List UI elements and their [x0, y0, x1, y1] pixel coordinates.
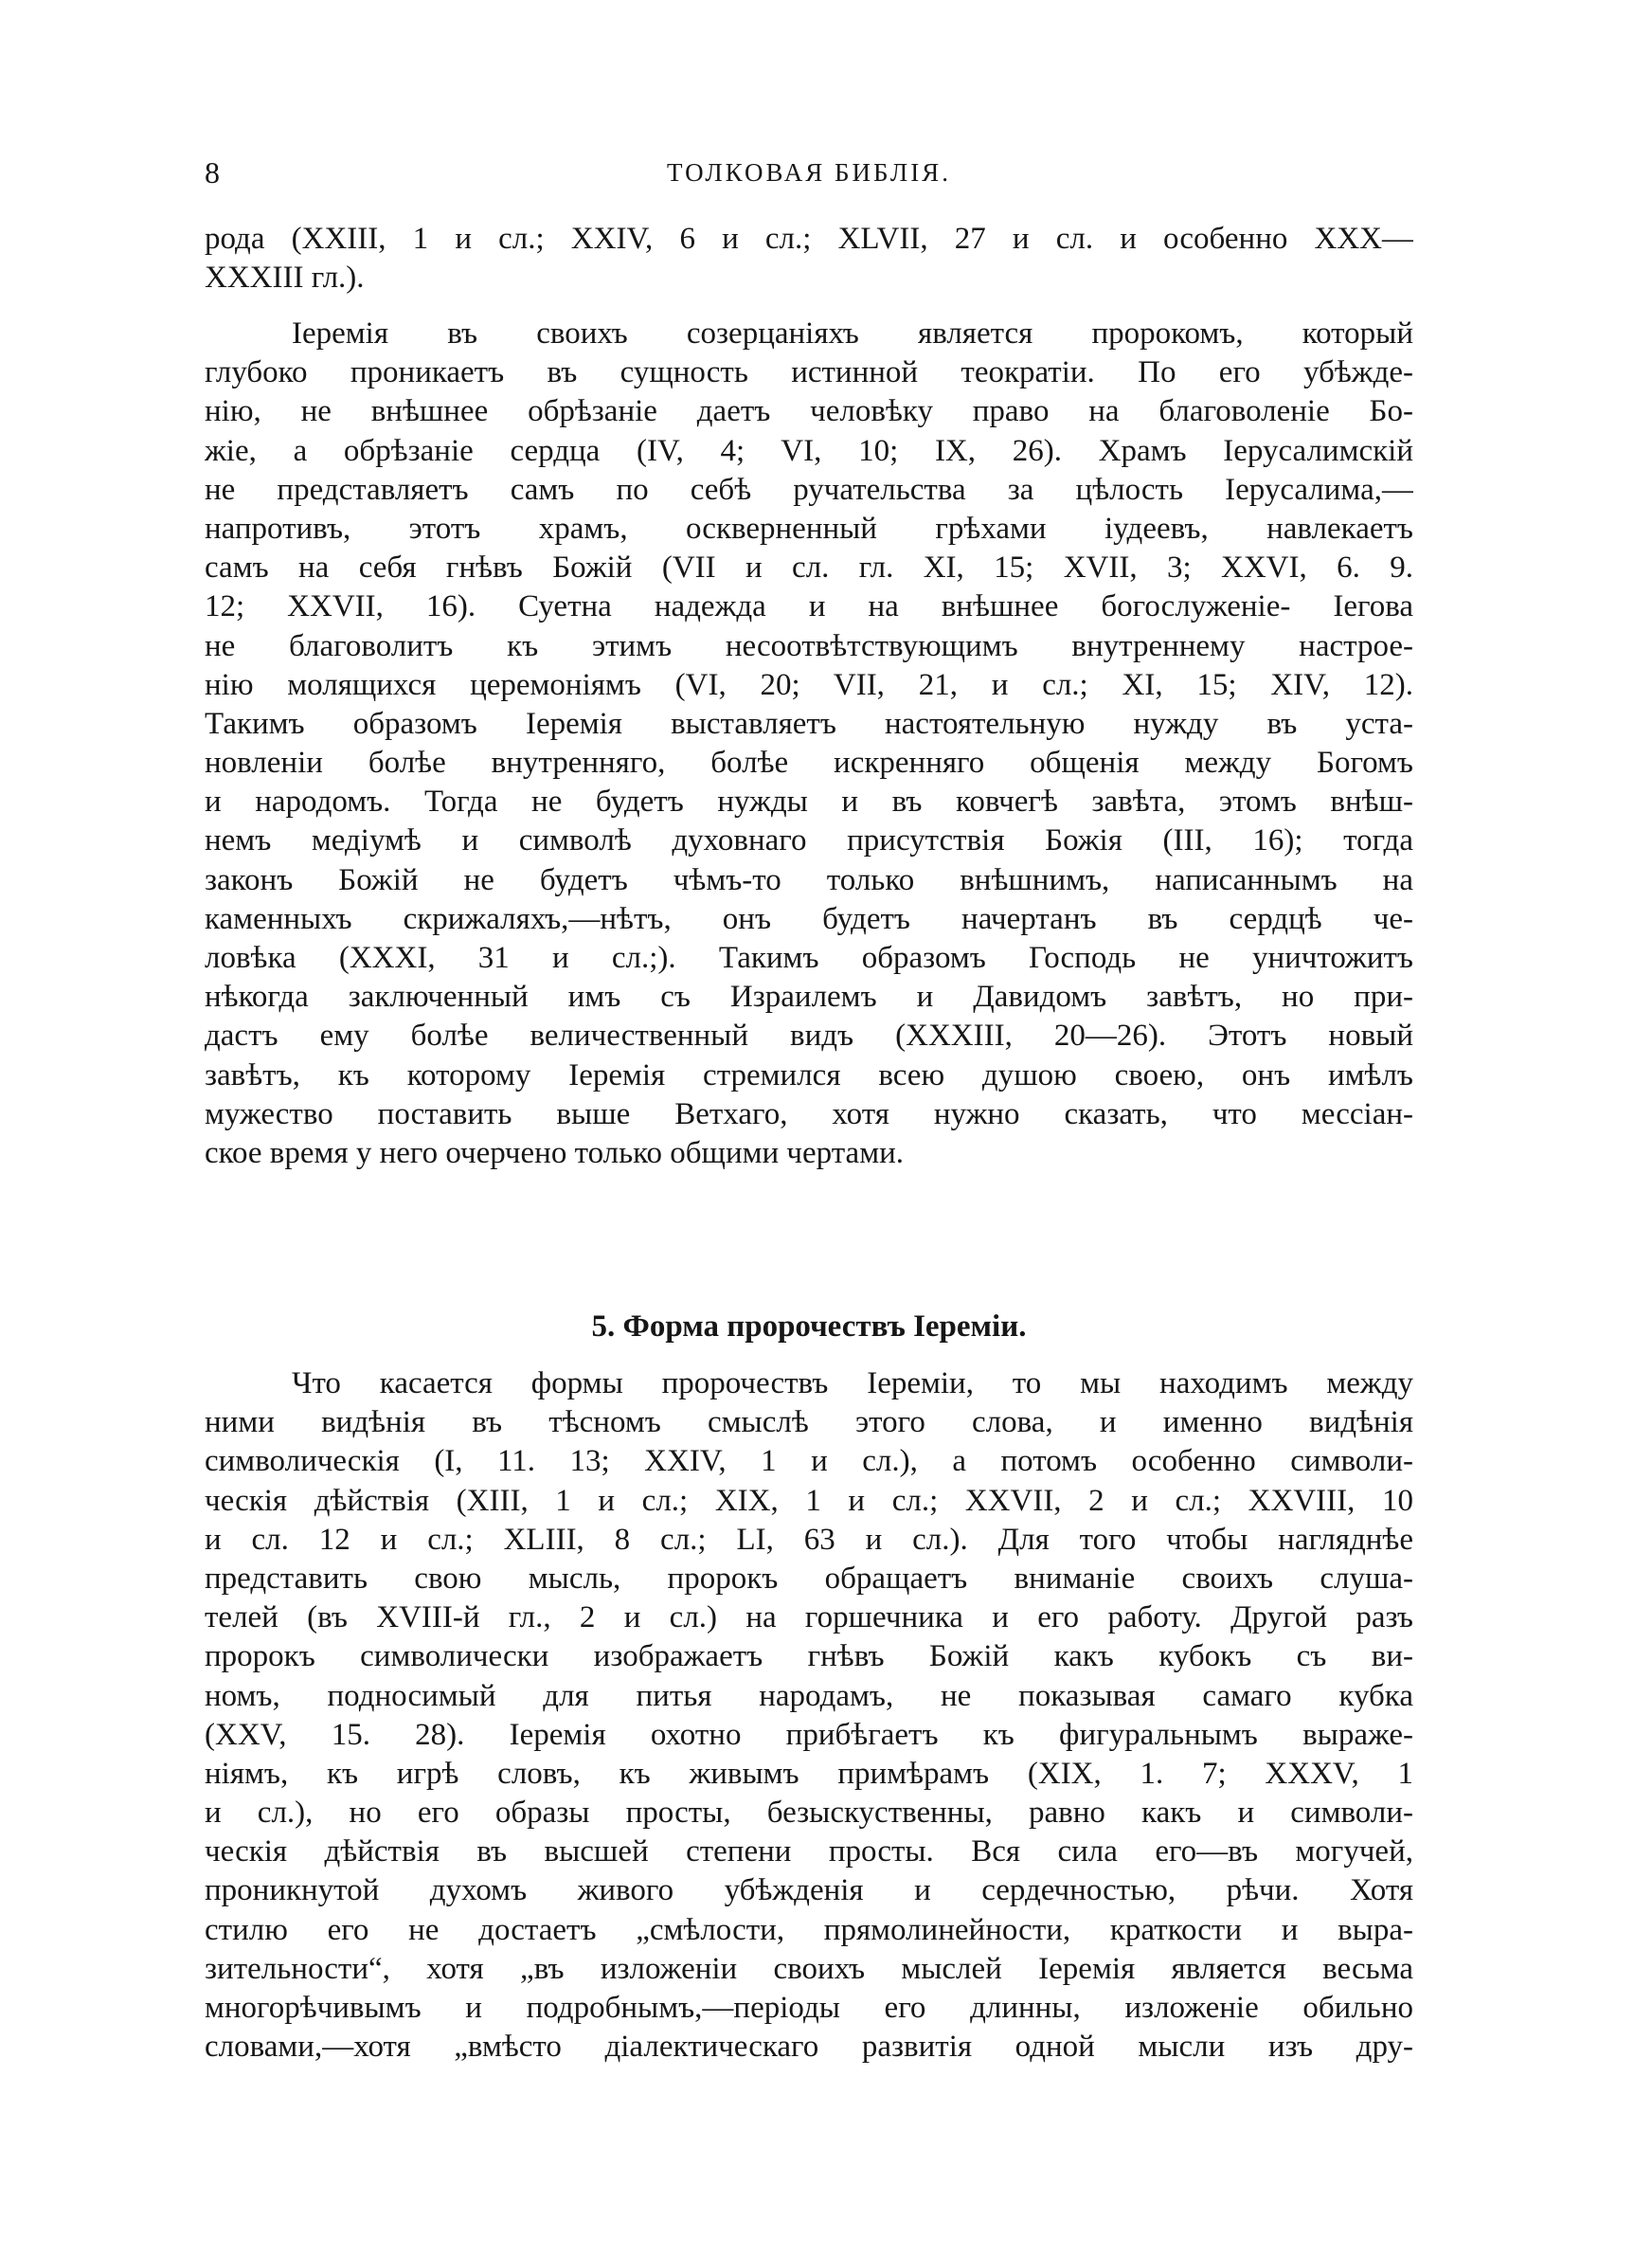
text-line: ними видѣнія въ тѣсномъ смыслѣ этого слова, и именно видѣнія: [205, 1405, 1413, 1440]
text-line: рода (XXIII, 1 и сл.; XXIV, 6 и сл.; XLVII, 27 и сл. и особенно XXX—: [205, 222, 1413, 256]
paragraph-new-covenant: [205, 315, 1413, 1173]
text-line: представить свою мысль, пророкъ обращаетъ вниманіе своихъ слуша-: [205, 1561, 1413, 1596]
text-line: завѣтъ, къ которому Іеремія стремился всею душою своею, онъ имѣлъ: [205, 1057, 1413, 1092]
text-line: самъ на себя гнѣвъ Божій (VII и сл. гл. XI, 15; XVII, 3; XXVI, 6. 9.: [205, 551, 1413, 586]
text-line: ніямъ, къ игрѣ словъ, къ живымъ примѣрамъ (XIX, 1. 7; XXXV, 1: [205, 1756, 1413, 1791]
text-line: ческія дѣйствія въ высшей степени просты. Вся сила его—въ могучей,: [205, 1834, 1413, 1869]
page-header: [205, 153, 1413, 191]
text-line: жіе, а обрѣзаніе сердца (IV, 4; VI, 10; IX, 26). Храмъ Іерусалимскій: [205, 433, 1413, 468]
text-line: (XXV, 15. 28). Іеремія охотно прибѣгаетъ къ фигуральнымъ выраже-: [205, 1717, 1413, 1752]
text-line: номъ, подносимый для питья народамъ, не показывая самаго кубка: [205, 1678, 1413, 1713]
text-line: нію, не внѣшнее обрѣзаніе даетъ человѣку право на благоволеніе Бо-: [205, 394, 1413, 429]
running-title: ТОЛКОВАЯ БИБЛІЯ.: [667, 158, 951, 187]
text-line: ское время у него очерчено только общими чертами.: [205, 1135, 904, 1170]
text-line: каменныхъ скрижаляхъ,—нѣтъ, онъ будетъ начертанъ въ сердцѣ че-: [205, 901, 1413, 936]
text-line: символическія (I, 11. 13; XXIV, 1 и сл.), а потомъ особенно символи-: [205, 1444, 1413, 1479]
text-line: стилю его не достаетъ „смѣлости, прямолинейности, краткости и выра-: [205, 1912, 1413, 1947]
text-line: законъ Божій не будетъ чѣмъ-то только внѣшнимъ, написаннымъ на: [205, 862, 1413, 897]
text-line: 12; XXVII, 16). Суетна надежда и на внѣшнее богослуженіе- Іегова: [205, 589, 1413, 624]
text-line: немъ медіумѣ и символѣ духовнаго присутствія Божія (III, 16); тогда: [205, 823, 1413, 858]
text-line: ческія дѣйствія (XIII, 1 и сл.; XIX, 1 и сл.; XXVII, 2 и сл.; XXVIII, 10: [205, 1483, 1413, 1518]
text-line: Что касается формы пророчествъ Іереміи, то мы находимъ между: [292, 1366, 1413, 1400]
text-line: не благоволитъ къ этимъ несоотвѣтствующимъ внутреннему настрое-: [205, 628, 1413, 663]
text-line: напротивъ, этотъ храмъ, оскверненный грѣхами іудеевъ, навлекаетъ: [205, 511, 1413, 546]
page-number: 8: [205, 155, 220, 190]
text-line: нію молящихся церемоніямъ (VI, 20; VII, 21, и сл.; XI, 15; XIV, 12).: [205, 667, 1413, 702]
text-line: не представляетъ самъ по себѣ ручательства за цѣлость Іерусалима,—: [205, 472, 1413, 507]
text-line: и сл.), но его образы просты, безыскуственны, равно какъ и символи-: [205, 1796, 1413, 1831]
text-line: XXXIII гл.).: [205, 261, 365, 296]
text-line: глубоко проникаетъ въ сущность истинной теократіи. По его убѣжде-: [205, 355, 1413, 390]
paragraph-continuation: [205, 220, 1413, 298]
text-line: телей (въ XVIII-й гл., 2 и сл.) на горшечника и его работу. Другой разъ: [205, 1600, 1413, 1635]
text-line: дастъ ему болѣе величественный видъ (XXXIII, 20—26). Этотъ новый: [205, 1019, 1413, 1054]
text-line: Такимъ образомъ Іеремія выставляетъ настоятельную нужду въ уста-: [205, 706, 1413, 741]
text-line: нѣкогда заключенный имъ съ Израилемъ и Давидомъ завѣтъ, но при-: [205, 980, 1413, 1015]
text-line: проникнутой духомъ живого убѣжденія и сердечностью, рѣчи. Хотя: [205, 1873, 1413, 1908]
text-line: Іеремія въ своихъ созерцаніяхъ является пророкомъ, который: [292, 316, 1413, 351]
text-line: ловѣка (XXXI, 31 и сл.;). Такимъ образомъ Господь не уничтожитъ: [205, 941, 1413, 975]
text-line: словами,—хотя „вмѣсто діалектическаго развитія одной мысли изъ дру-: [205, 2030, 1413, 2065]
section-heading: 5. Форма пророчествъ Іереміи.: [591, 1309, 1027, 1344]
text-line: пророкъ символически изображаетъ гнѣвъ Божій какъ кубокъ съ ви-: [205, 1639, 1413, 1674]
text-line: новленіи болѣе внутренняго, болѣе искренняго общенія между Богомъ: [205, 746, 1413, 781]
text-line: зительности“, хотя „въ изложеніи своихъ мыслей Іеремія является весьма: [205, 1951, 1413, 1986]
text-line: и сл. 12 и сл.; XLIII, 8 сл.; LI, 63 и сл.). Для того чтобы нагляднѣе: [205, 1522, 1413, 1557]
text-line: многорѣчивымъ и подробнымъ,—періоды его длинны, изложеніе обильно: [205, 1991, 1413, 2025]
text-line: и народомъ. Тогда не будетъ нужды и въ ковчегѣ завѣта, этомъ внѣш-: [205, 785, 1413, 820]
text-line: мужество поставить выше Ветхаго, хотя нужно сказать, что мессіан-: [205, 1096, 1413, 1131]
paragraph-prophecy-form: [205, 1364, 1413, 2067]
